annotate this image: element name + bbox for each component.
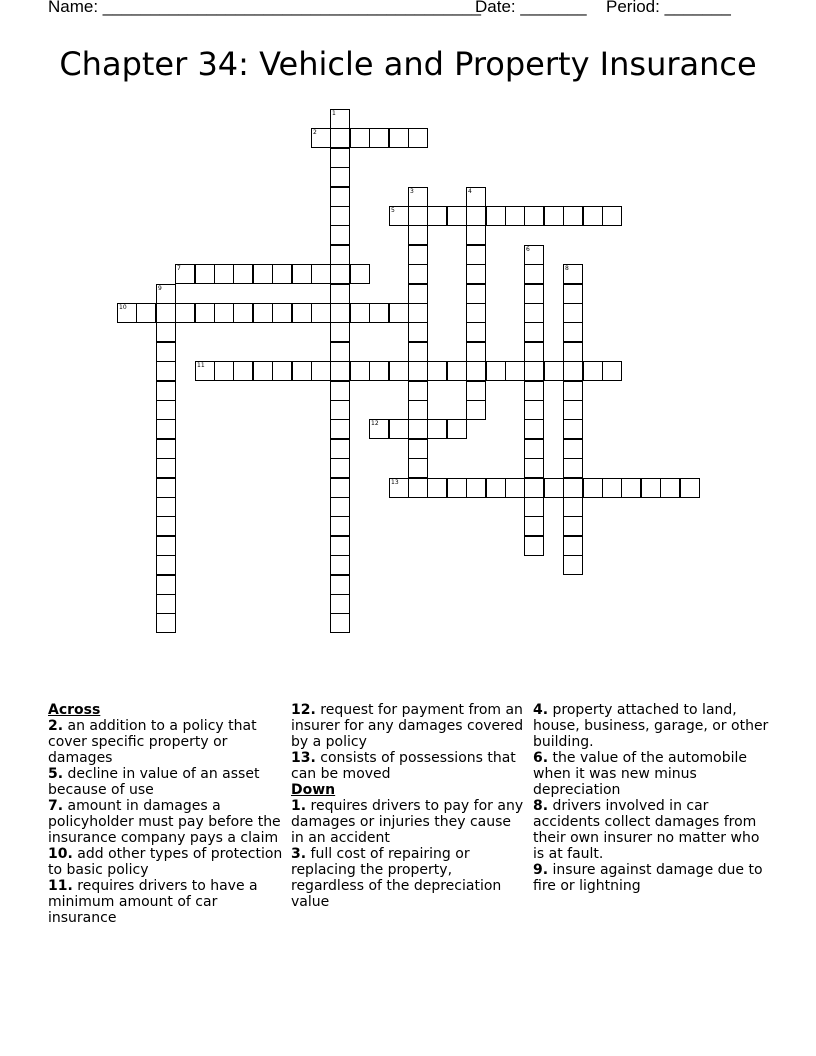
crossword-cell[interactable] bbox=[563, 284, 583, 304]
crossword-cell[interactable] bbox=[369, 419, 389, 439]
crossword-cell[interactable] bbox=[292, 361, 312, 381]
crossword-cell[interactable] bbox=[466, 478, 486, 498]
clue-number: 7 bbox=[177, 265, 181, 272]
clue-number: 13 bbox=[391, 479, 399, 486]
crossword-cell[interactable] bbox=[524, 342, 544, 362]
name-field[interactable]: Name: ________________________________________ bbox=[48, 0, 481, 16]
crossword-cell[interactable] bbox=[253, 361, 273, 381]
crossword-cell[interactable] bbox=[389, 361, 409, 381]
crossword-cell[interactable] bbox=[544, 478, 564, 498]
clue-number: 1 bbox=[332, 110, 336, 117]
crossword-cell[interactable] bbox=[563, 361, 583, 381]
date-field[interactable]: Date: _______ bbox=[475, 0, 587, 16]
crossword-cell[interactable] bbox=[466, 187, 486, 207]
clue-across-2: 2. an addition to a policy that cover specific property or damages bbox=[48, 718, 257, 766]
crossword-cell[interactable] bbox=[330, 497, 350, 517]
crossword-cell[interactable] bbox=[156, 284, 176, 304]
clue-down-8: 8. drivers involved in car accidents collect damages from their own insurer no matter who is at fault. bbox=[533, 798, 760, 862]
crossword-cell[interactable] bbox=[447, 361, 467, 381]
crossword-cell[interactable] bbox=[466, 381, 486, 401]
crossword-cell[interactable] bbox=[563, 342, 583, 362]
period-field[interactable]: Period: _______ bbox=[606, 0, 731, 16]
crossword-cell[interactable] bbox=[408, 342, 428, 362]
crossword-cell[interactable] bbox=[369, 361, 389, 381]
crossword-cell[interactable] bbox=[214, 361, 234, 381]
crossword-cell[interactable] bbox=[233, 264, 253, 284]
crossword-cell[interactable] bbox=[136, 303, 156, 323]
crossword-cell[interactable] bbox=[330, 109, 350, 129]
crossword-cell[interactable] bbox=[330, 245, 350, 265]
crossword-cell[interactable] bbox=[505, 361, 525, 381]
crossword-cell[interactable] bbox=[330, 555, 350, 575]
crossword-cell[interactable] bbox=[156, 419, 176, 439]
clue-number: 10 bbox=[119, 304, 127, 311]
crossword-cell[interactable] bbox=[466, 245, 486, 265]
across-heading: Across bbox=[48, 702, 101, 718]
crossword-cell[interactable] bbox=[524, 439, 544, 459]
crossword-cell[interactable] bbox=[408, 264, 428, 284]
crossword-cell[interactable] bbox=[330, 458, 350, 478]
crossword-cell[interactable] bbox=[466, 400, 486, 420]
crossword-cell[interactable] bbox=[175, 264, 195, 284]
crossword-cell[interactable] bbox=[408, 361, 428, 381]
crossword-cell[interactable] bbox=[292, 303, 312, 323]
crossword-cell[interactable] bbox=[563, 400, 583, 420]
crossword-cell[interactable] bbox=[330, 187, 350, 207]
crossword-cell[interactable] bbox=[408, 303, 428, 323]
crossword-cell[interactable] bbox=[427, 419, 447, 439]
crossword-cell[interactable] bbox=[195, 264, 215, 284]
crossword-cell[interactable] bbox=[466, 342, 486, 362]
crossword-cell[interactable] bbox=[447, 206, 467, 226]
crossword-cell[interactable] bbox=[466, 303, 486, 323]
crossword-cell[interactable] bbox=[563, 381, 583, 401]
crossword-cell[interactable] bbox=[466, 225, 486, 245]
crossword-cell[interactable] bbox=[350, 361, 370, 381]
clues-column-3 bbox=[533, 702, 769, 894]
crossword-cell[interactable] bbox=[195, 361, 215, 381]
crossword-cell[interactable] bbox=[602, 478, 622, 498]
crossword-cell[interactable] bbox=[389, 478, 409, 498]
crossword-cell[interactable] bbox=[408, 419, 428, 439]
crossword-cell[interactable] bbox=[408, 225, 428, 245]
crossword-cell[interactable] bbox=[408, 458, 428, 478]
crossword-cell[interactable] bbox=[330, 381, 350, 401]
crossword-cell[interactable] bbox=[602, 361, 622, 381]
clue-number: 3 bbox=[410, 188, 414, 195]
clue-across-11: 11. requires drivers to have a minimum amount of car insurance bbox=[48, 878, 258, 926]
crossword-cell[interactable] bbox=[466, 322, 486, 342]
crossword-cell[interactable] bbox=[524, 381, 544, 401]
clue-number: 8 bbox=[565, 265, 569, 272]
crossword-cell[interactable] bbox=[408, 400, 428, 420]
clue-number: 11 bbox=[197, 362, 205, 369]
crossword-cell[interactable] bbox=[466, 264, 486, 284]
crossword-cell[interactable] bbox=[156, 555, 176, 575]
crossword-cell[interactable] bbox=[350, 303, 370, 323]
crossword-cell[interactable] bbox=[330, 419, 350, 439]
crossword-cell[interactable] bbox=[389, 128, 409, 148]
crossword-cell[interactable] bbox=[505, 478, 525, 498]
crossword-cell[interactable] bbox=[427, 478, 447, 498]
down-heading: Down bbox=[291, 782, 336, 798]
crossword-cell[interactable] bbox=[408, 206, 428, 226]
crossword-cell[interactable] bbox=[389, 419, 409, 439]
crossword-cell[interactable] bbox=[563, 206, 583, 226]
crossword-cell[interactable] bbox=[621, 478, 641, 498]
crossword-cell[interactable] bbox=[544, 361, 564, 381]
crossword-cell[interactable] bbox=[156, 439, 176, 459]
crossword-cell[interactable] bbox=[466, 284, 486, 304]
clue-number: 6 bbox=[526, 246, 530, 253]
crossword-cell[interactable] bbox=[311, 264, 331, 284]
crossword-cell[interactable] bbox=[253, 303, 273, 323]
crossword-cell[interactable] bbox=[214, 303, 234, 323]
crossword-cell[interactable] bbox=[524, 497, 544, 517]
crossword-cell[interactable] bbox=[486, 478, 506, 498]
crossword-cell[interactable] bbox=[466, 206, 486, 226]
crossword-cell[interactable] bbox=[272, 264, 292, 284]
crossword-cell[interactable] bbox=[195, 303, 215, 323]
crossword-cell[interactable] bbox=[330, 342, 350, 362]
crossword-cell[interactable] bbox=[330, 594, 350, 614]
crossword-cell[interactable] bbox=[524, 516, 544, 536]
crossword-cell[interactable] bbox=[641, 478, 661, 498]
crossword-cell[interactable] bbox=[408, 128, 428, 148]
clue-down-1: 1. requires drivers to pay for any damages or injuries they cause in an accident bbox=[291, 798, 524, 846]
crossword-cell[interactable] bbox=[563, 458, 583, 478]
crossword-cell[interactable] bbox=[350, 128, 370, 148]
crossword-cell[interactable] bbox=[427, 361, 447, 381]
crossword-cell[interactable] bbox=[389, 303, 409, 323]
crossword-cell[interactable] bbox=[330, 128, 350, 148]
crossword-cell[interactable] bbox=[156, 575, 176, 595]
crossword-cell[interactable] bbox=[524, 264, 544, 284]
crossword-cell[interactable] bbox=[408, 478, 428, 498]
clue-down-4: 4. property attached to land, house, business, garage, or other building. bbox=[533, 702, 769, 750]
crossword-cell[interactable] bbox=[350, 264, 370, 284]
crossword-cell[interactable] bbox=[524, 303, 544, 323]
crossword-cell[interactable] bbox=[330, 206, 350, 226]
crossword-cell[interactable] bbox=[563, 322, 583, 342]
crossword-cell[interactable] bbox=[563, 555, 583, 575]
crossword-cell[interactable] bbox=[544, 206, 564, 226]
crossword-cell[interactable] bbox=[311, 128, 331, 148]
crossword-cell[interactable] bbox=[330, 148, 350, 168]
crossword-cell[interactable] bbox=[369, 303, 389, 323]
crossword-cell[interactable] bbox=[272, 303, 292, 323]
crossword-cell[interactable] bbox=[680, 478, 700, 498]
crossword-cell[interactable] bbox=[408, 439, 428, 459]
crossword-cell[interactable] bbox=[486, 361, 506, 381]
crossword-cell[interactable] bbox=[330, 516, 350, 536]
clues-column-1 bbox=[48, 702, 284, 926]
clue-down-3: 3. full cost of repairing or replacing the property, regardless of the depreciation value bbox=[291, 846, 502, 910]
crossword-cell[interactable] bbox=[156, 497, 176, 517]
crossword-cell[interactable] bbox=[330, 264, 350, 284]
crossword-cell[interactable] bbox=[272, 361, 292, 381]
crossword-cell[interactable] bbox=[311, 361, 331, 381]
crossword-cell[interactable] bbox=[660, 478, 680, 498]
crossword-cell[interactable] bbox=[408, 284, 428, 304]
crossword-cell[interactable] bbox=[369, 128, 389, 148]
crossword-cell[interactable] bbox=[117, 303, 137, 323]
crossword-cell[interactable] bbox=[524, 458, 544, 478]
crossword-cell[interactable] bbox=[408, 187, 428, 207]
crossword-cell[interactable] bbox=[524, 245, 544, 265]
crossword-cell[interactable] bbox=[524, 478, 544, 498]
crossword-cell[interactable] bbox=[563, 478, 583, 498]
clue-across-7: 7. amount in damages a policyholder must pay before the insurance company pays a claim bbox=[48, 798, 281, 846]
crossword-cell[interactable] bbox=[156, 536, 176, 556]
crossword-cell[interactable] bbox=[233, 361, 253, 381]
clue-down-6: 6. the value of the automobile when it was new minus depreciation bbox=[533, 750, 747, 798]
crossword-cell[interactable] bbox=[408, 381, 428, 401]
crossword-cell[interactable] bbox=[427, 206, 447, 226]
crossword-cell[interactable] bbox=[330, 478, 350, 498]
crossword-cell[interactable] bbox=[524, 536, 544, 556]
crossword-cell[interactable] bbox=[563, 516, 583, 536]
crossword-cell[interactable] bbox=[156, 400, 176, 420]
crossword-cell[interactable] bbox=[389, 206, 409, 226]
crossword-cell[interactable] bbox=[156, 303, 176, 323]
crossword-cell[interactable] bbox=[156, 478, 176, 498]
crossword-cell[interactable] bbox=[214, 264, 234, 284]
page-title: Chapter 34: Vehicle and Property Insurance bbox=[59, 45, 757, 83]
crossword-cell[interactable] bbox=[330, 322, 350, 342]
crossword-cell[interactable] bbox=[156, 516, 176, 536]
crossword-cell[interactable] bbox=[330, 284, 350, 304]
crossword-cell[interactable] bbox=[583, 478, 603, 498]
clue-across-12: 12. request for payment from an insurer for any damages covered by a policy bbox=[291, 702, 524, 750]
crossword-cell[interactable] bbox=[233, 303, 253, 323]
clue-number: 4 bbox=[468, 188, 472, 195]
clue-number: 2 bbox=[313, 129, 317, 136]
crossword-cell[interactable] bbox=[447, 478, 467, 498]
crossword-cell[interactable] bbox=[156, 613, 176, 633]
crossword-cell[interactable] bbox=[563, 264, 583, 284]
crossword-cell[interactable] bbox=[330, 536, 350, 556]
crossword-cell[interactable] bbox=[466, 361, 486, 381]
crossword-cell[interactable] bbox=[583, 206, 603, 226]
crossword-cell[interactable] bbox=[524, 206, 544, 226]
clue-across-5: 5. decline in value of an asset because of use bbox=[48, 766, 260, 798]
crossword-cell[interactable] bbox=[563, 419, 583, 439]
crossword-cell[interactable] bbox=[524, 284, 544, 304]
crossword-cell[interactable] bbox=[524, 361, 544, 381]
crossword-cell[interactable] bbox=[156, 381, 176, 401]
crossword-cell[interactable] bbox=[408, 322, 428, 342]
crossword-cell[interactable] bbox=[602, 206, 622, 226]
clue-down-9: 9. insure against damage due to fire or lightning bbox=[533, 862, 763, 894]
crossword-cell[interactable] bbox=[408, 245, 428, 265]
crossword-cell[interactable] bbox=[330, 575, 350, 595]
crossword-cell[interactable] bbox=[563, 497, 583, 517]
crossword-cell[interactable] bbox=[563, 439, 583, 459]
clue-number: 5 bbox=[391, 207, 395, 214]
crossword-cell[interactable] bbox=[156, 361, 176, 381]
clue-number: 9 bbox=[158, 285, 162, 292]
crossword-cell[interactable] bbox=[330, 613, 350, 633]
crossword-cell[interactable] bbox=[292, 264, 312, 284]
crossword-cell[interactable] bbox=[175, 303, 195, 323]
clue-number: 12 bbox=[371, 420, 379, 427]
crossword-cell[interactable] bbox=[563, 303, 583, 323]
crossword-cell[interactable] bbox=[156, 594, 176, 614]
clue-across-13: 13. consists of possessions that can be moved bbox=[291, 750, 516, 782]
crossword-cell[interactable] bbox=[505, 206, 525, 226]
crossword-cell[interactable] bbox=[253, 264, 273, 284]
crossword-cell[interactable] bbox=[563, 536, 583, 556]
crossword-cell[interactable] bbox=[330, 439, 350, 459]
crossword-cell[interactable] bbox=[524, 400, 544, 420]
clues-column-2 bbox=[291, 702, 527, 910]
crossword-cell[interactable] bbox=[524, 322, 544, 342]
crossword-cell[interactable] bbox=[524, 419, 544, 439]
crossword-cell[interactable] bbox=[330, 303, 350, 323]
clue-across-10: 10. add other types of protection to basic policy bbox=[48, 846, 283, 878]
crossword-cell[interactable] bbox=[330, 225, 350, 245]
crossword-cell[interactable] bbox=[330, 361, 350, 381]
crossword-cell[interactable] bbox=[447, 419, 467, 439]
crossword-cell[interactable] bbox=[311, 303, 331, 323]
crossword-cell[interactable] bbox=[486, 206, 506, 226]
crossword-cell[interactable] bbox=[156, 322, 176, 342]
crossword-cell[interactable] bbox=[156, 458, 176, 478]
crossword-cell[interactable] bbox=[330, 167, 350, 187]
crossword-cell[interactable] bbox=[583, 361, 603, 381]
crossword-cell[interactable] bbox=[330, 400, 350, 420]
crossword-cell[interactable] bbox=[156, 342, 176, 362]
